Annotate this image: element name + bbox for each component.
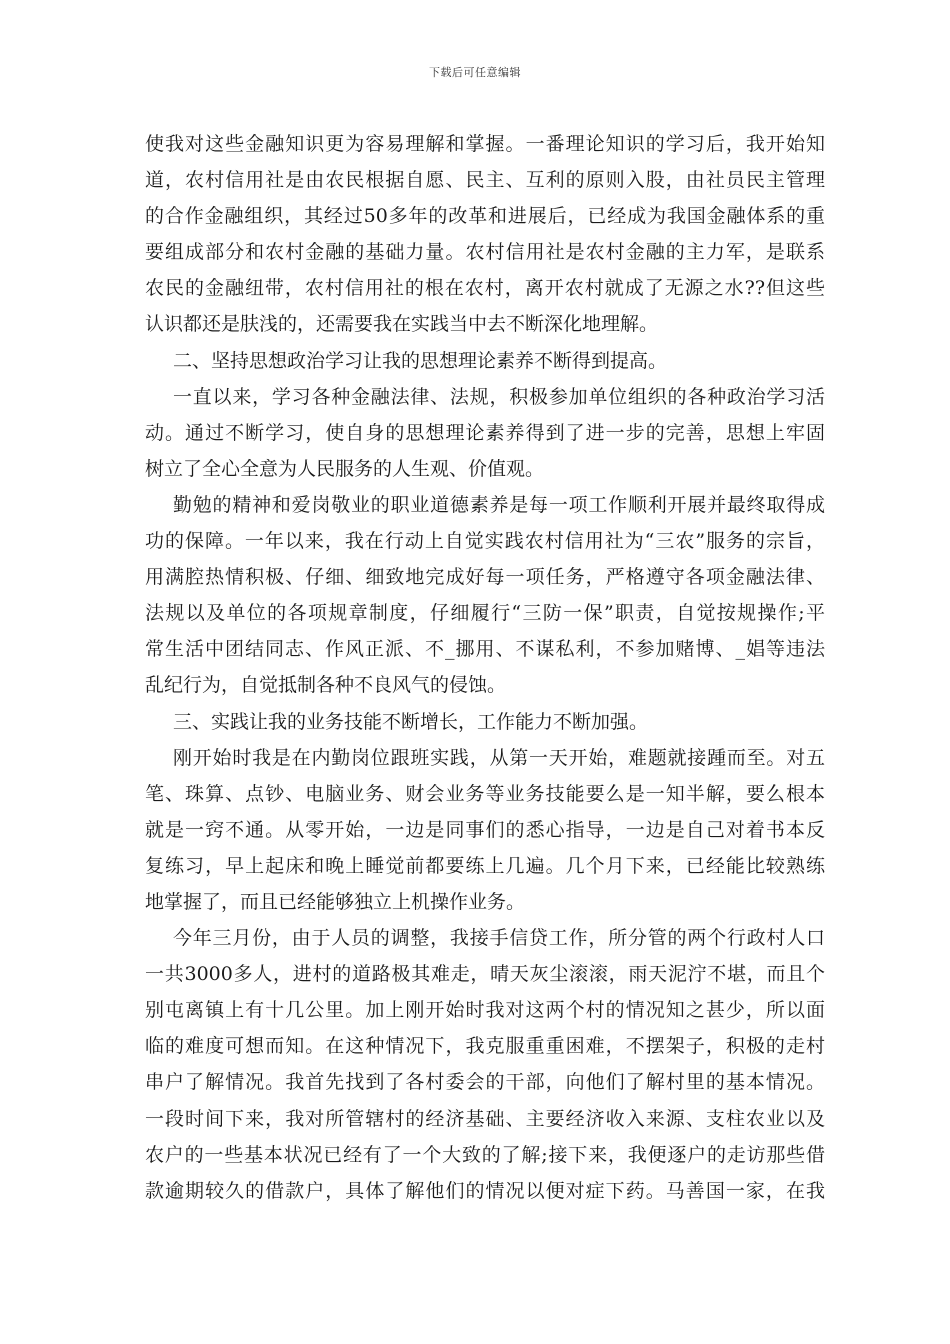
- text-line: 乱纪行为，自觉抵制各种不良风气的侵蚀。: [145, 674, 507, 697]
- text-line: 三、实践让我的业务技能不断增长，工作能力不断加强。: [173, 710, 649, 733]
- text-line: 用满腔热情积极、仔细、细致地完成好每一项任务，严格遵守各项金融法律、: [145, 566, 825, 589]
- text-line: 地掌握了，而且已经能够独立上机操作业务。: [145, 890, 526, 913]
- text-line: 临的难度可想而知。在这种情况下，我克服重重困难，不摆架子，积极的走村: [145, 1035, 825, 1058]
- text-line: 一共3000多人，进村的道路极其难走，晴天灰尘滚滚，雨天泥泞不堪，而且个: [145, 963, 825, 986]
- text-line: 串户了解情况。我首先找到了各村委会的干部，向他们了解村里的基本情况。: [145, 1071, 825, 1094]
- text-line: 一段时间下来，我对所管辖村的经济基础、主要经济收入来源、支柱农业以及: [145, 1107, 825, 1130]
- text-line: 农户的一些基本状况已经有了一个大致的了解;接下来，我便逐户的走访那些借: [145, 1143, 825, 1166]
- paragraph: [145, 487, 825, 704]
- text-line: 农民的金融纽带，农村信用社的根在农村，离开农村就成了无源之水??但这些: [145, 277, 825, 300]
- text-line: 刚开始时我是在内勤岗位跟班实践，从第一天开始，难题就接踵而至。对五: [173, 746, 825, 769]
- text-line: 一直以来，学习各种金融法律、法规，积极参加单位组织的各种政治学习活: [173, 385, 825, 408]
- text-line: 要组成部分和农村金融的基础力量。农村信用社是农村金融的主力军，是联系: [145, 241, 825, 264]
- text-line: 动。通过不断学习，使自身的思想理论素养得到了进一步的完善，思想上牢固: [145, 421, 825, 444]
- paragraph: [145, 379, 825, 487]
- paragraph: [145, 126, 825, 343]
- text-line: 法规以及单位的各项规章制度，仔细履行“三防一保”职责，自觉按规操作;平: [145, 602, 825, 625]
- text-line: 的合作金融组织，其经过50多年的改革和进展后，已经成为我国金融体系的重: [145, 205, 825, 228]
- text-line: 勤勉的精神和爱岗敬业的职业道德素养是每一项工作顺利开展并最终取得成: [173, 493, 825, 516]
- page-header: 下载后可任意编辑: [429, 66, 521, 79]
- paragraph: [145, 740, 825, 920]
- text-line: 二、坚持思想政治学习让我的思想理论素养不断得到提高。: [173, 349, 668, 372]
- text-line: 树立了全心全意为人民服务的人生观、价值观。: [145, 457, 545, 480]
- paragraph: [145, 704, 825, 740]
- text-line: 使我对这些金融知识更为容易理解和掌握。一番理论知识的学习后，我开始知: [145, 133, 825, 155]
- document-body: [145, 126, 825, 1209]
- text-line: 今年三月份，由于人员的调整，我接手信贷工作，所分管的两个行政村人口: [173, 927, 825, 950]
- paragraph: [145, 343, 825, 379]
- text-line: 复练习，早上起床和晚上睡觉前都要练上几遍。几个月下来，已经能比较熟练: [145, 854, 825, 877]
- text-line: 就是一窍不通。从零开始，一边是同事们的悉心指导，一边是自己对着书本反: [145, 818, 825, 841]
- text-line: 功的保障。一年以来，我在行动上自觉实践农村信用社为“三农”服务的宗旨，: [145, 530, 825, 553]
- text-line: 笔、珠算、点钞、电脑业务、财会业务等业务技能要么是一知半解，要么根本: [145, 782, 825, 805]
- text-line: 道，农村信用社是由农民根据自愿、民主、互利的原则入股，由社员民主管理: [145, 169, 825, 192]
- text-line: 别屯离镇上有十几公里。加上刚开始时我对这两个村的情况知之甚少，所以面: [145, 999, 825, 1022]
- paragraph: [145, 920, 825, 1209]
- text-line: 认识都还是肤浅的，还需要我在实践当中去不断深化地理解。: [145, 313, 659, 336]
- text-line: 常生活中团结同志、作风正派、不_挪用、不谋私利，不参加赌博、_娼等违法: [145, 638, 825, 661]
- text-line: 款逾期较久的借款户，具体了解他们的情况以便对症下药。马善国一家，在我: [145, 1179, 825, 1202]
